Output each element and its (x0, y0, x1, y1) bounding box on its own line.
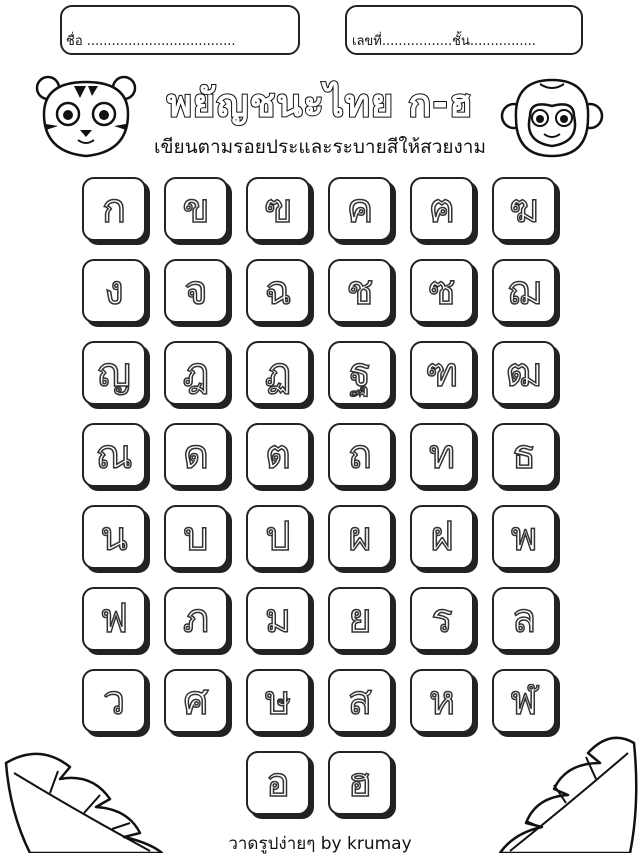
letter-glyph: ฅ (428, 186, 456, 232)
letter-tile[interactable] (328, 423, 392, 487)
letter-glyph: พ (510, 514, 538, 560)
letter-glyph: ศ (183, 678, 209, 724)
letter-tile[interactable] (328, 587, 392, 651)
number-class-field-label: เลขที่.................ชั้น................ (352, 34, 536, 49)
letter-tile[interactable] (492, 505, 556, 569)
letter-tile[interactable] (410, 341, 474, 405)
page-subtitle: เขียนตามรอยประและระบายสีให้สวยงาม (154, 136, 486, 158)
letter-tile[interactable] (246, 423, 310, 487)
letter-glyph: ธ (511, 432, 537, 478)
letter-glyph: ว (102, 678, 126, 724)
letter-glyph: ง (104, 268, 124, 314)
letter-glyph: อ (265, 760, 291, 806)
letter-tile[interactable] (410, 505, 474, 569)
letter-glyph: ร (431, 596, 453, 642)
letter-glyph: ต (265, 432, 291, 478)
letter-glyph: ฉ (264, 268, 292, 314)
letter-glyph: จ (184, 268, 208, 314)
letter-glyph: ก (101, 186, 127, 232)
letter-tile[interactable] (492, 587, 556, 651)
name-field-label: ชื่อ .................................... (66, 34, 236, 49)
letter-glyph: ฌ (506, 268, 542, 314)
letter-tile[interactable] (410, 669, 474, 733)
letter-tile[interactable] (328, 751, 392, 815)
letter-tile[interactable] (328, 341, 392, 405)
letter-glyph: ฮ (347, 760, 373, 806)
letter-glyph: ฃ (263, 186, 293, 232)
letter-glyph: น (100, 514, 128, 560)
letter-glyph: ข (182, 186, 210, 232)
letter-tile[interactable] (410, 587, 474, 651)
letter-glyph: ฬ (510, 678, 538, 724)
letter-glyph: ฒ (505, 350, 543, 396)
letter-tile[interactable] (82, 259, 146, 323)
letter-tile[interactable] (246, 341, 310, 405)
letter-tile[interactable] (246, 259, 310, 323)
letter-tile[interactable] (164, 341, 228, 405)
letter-glyph: ช (346, 268, 374, 314)
letter-tile[interactable] (246, 669, 310, 733)
letter-tile[interactable] (246, 177, 310, 241)
letter-tile[interactable] (246, 505, 310, 569)
letter-tile[interactable] (164, 505, 228, 569)
letter-tile[interactable] (82, 177, 146, 241)
letter-glyph: ภ (182, 596, 210, 642)
letter-glyph: ผ (348, 514, 372, 560)
letter-tile[interactable] (82, 587, 146, 651)
letter-glyph: ป (265, 514, 291, 560)
letter-glyph: ล (511, 596, 537, 642)
letter-tile[interactable] (82, 341, 146, 405)
letter-tile[interactable] (246, 587, 310, 651)
letter-glyph: ฏ (264, 350, 292, 396)
letter-tile[interactable] (328, 669, 392, 733)
letter-glyph: ฐ (348, 350, 372, 396)
letter-tile[interactable] (492, 341, 556, 405)
letter-tile[interactable] (410, 423, 474, 487)
letter-tile[interactable] (328, 177, 392, 241)
letter-tile[interactable] (164, 587, 228, 651)
letter-tile[interactable] (492, 423, 556, 487)
letter-glyph: ถ (347, 432, 373, 478)
letter-tile[interactable] (164, 423, 228, 487)
letter-tile[interactable] (82, 669, 146, 733)
letter-glyph: ษ (264, 678, 292, 724)
letter-glyph: ฝ (430, 514, 454, 560)
letter-glyph: ส (347, 678, 373, 724)
letter-glyph: ญ (96, 350, 132, 396)
letter-tile[interactable] (164, 177, 228, 241)
letter-tile[interactable] (328, 505, 392, 569)
letter-glyph: ย (348, 596, 372, 642)
letter-tile[interactable] (164, 669, 228, 733)
letter-glyph: ท (428, 432, 456, 478)
letter-glyph: ห (428, 678, 456, 724)
letter-glyph: ด (183, 432, 209, 478)
letter-tile[interactable] (328, 259, 392, 323)
letter-glyph: ฎ (182, 350, 210, 396)
letter-glyph: ฆ (509, 186, 539, 232)
letter-grid (82, 177, 568, 740)
letter-tile[interactable] (410, 259, 474, 323)
page-title: พยัญชนะไทย ก-ฮ (166, 81, 474, 125)
letter-tile[interactable] (492, 177, 556, 241)
letter-tile[interactable] (410, 177, 474, 241)
letter-tile[interactable] (492, 259, 556, 323)
letter-tile[interactable] (246, 751, 310, 815)
letter-glyph: ณ (95, 432, 133, 478)
letter-glyph: บ (183, 514, 209, 560)
letter-glyph: ฑ (425, 350, 459, 396)
letter-glyph: ค (346, 186, 374, 232)
letter-tile[interactable] (82, 423, 146, 487)
letter-glyph: ม (264, 596, 292, 642)
footer-credit: วาดรูปง่ายๆ by krumay (228, 834, 412, 854)
letter-tile[interactable] (82, 505, 146, 569)
letter-glyph: ฟ (99, 596, 129, 642)
letter-glyph: ซ (428, 268, 456, 314)
letter-tile[interactable] (164, 259, 228, 323)
